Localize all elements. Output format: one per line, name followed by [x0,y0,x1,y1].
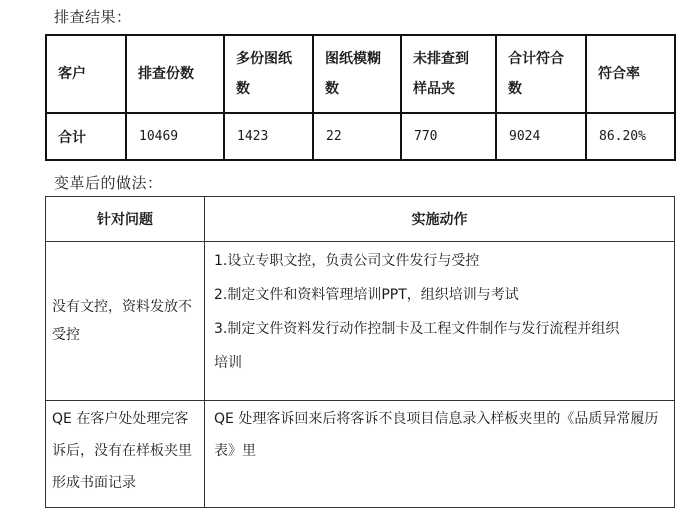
table-row [46,242,675,401]
header-cell-multi-drawings: 多份图纸 数 [224,35,313,113]
cell-checked-count: 10469 [126,113,224,160]
issue-cell: QE 在客户处处理完客诉后，没有在样板夹里形成书面记录 [46,401,205,508]
action-item: 2.制定文件和资料管理培训PPT，组织培训与考试 [214,287,519,303]
cell-missing-sample: 770 [401,113,496,160]
header-cell-total-conform: 合计符合 数 [496,35,586,113]
header-cell-conform-rate: 符合率 [586,35,675,113]
changes-header-row [46,197,675,242]
changes-heading: 变革后的做法： [54,174,163,192]
issue-cell: 没有文控，资料发放不受控 [46,242,205,401]
cell-total-conform: 9024 [496,113,586,160]
results-heading: 排查结果： [54,8,132,26]
action-item: 1.设立专职文控，负责公司文件发行与受控 [214,253,480,269]
header-cell-missing-sample: 未排查到 样品夹 [401,35,496,113]
actions-cell [205,242,675,401]
cell-conform-rate: 86.20% [586,113,675,160]
table-row [46,401,675,508]
results-header-row [46,35,675,113]
action-item: 培训 [214,355,242,371]
header-cell-checked-count: 排查份数 [126,35,224,113]
results-table [45,34,676,161]
changes-table [45,196,675,508]
header-cell-customer: 客户 [46,35,126,113]
header-cell-action: 实施动作 [205,197,675,242]
cell-multi-drawings: 1423 [224,113,313,160]
table-row [46,113,675,160]
actions-cell: QE 处理客诉回来后将客诉不良项目信息录入样板夹里的《品质异常履历表》里 [205,401,675,508]
header-cell-blurry-drawings: 图纸模糊 数 [313,35,401,113]
cell-blurry-drawings: 22 [313,113,401,160]
header-cell-issue: 针对问题 [46,197,205,242]
cell-customer: 合计 [46,113,126,160]
action-item: 3.制定文件资料发行动作控制卡及工程文件制作与发行流程并组织 [214,321,620,337]
